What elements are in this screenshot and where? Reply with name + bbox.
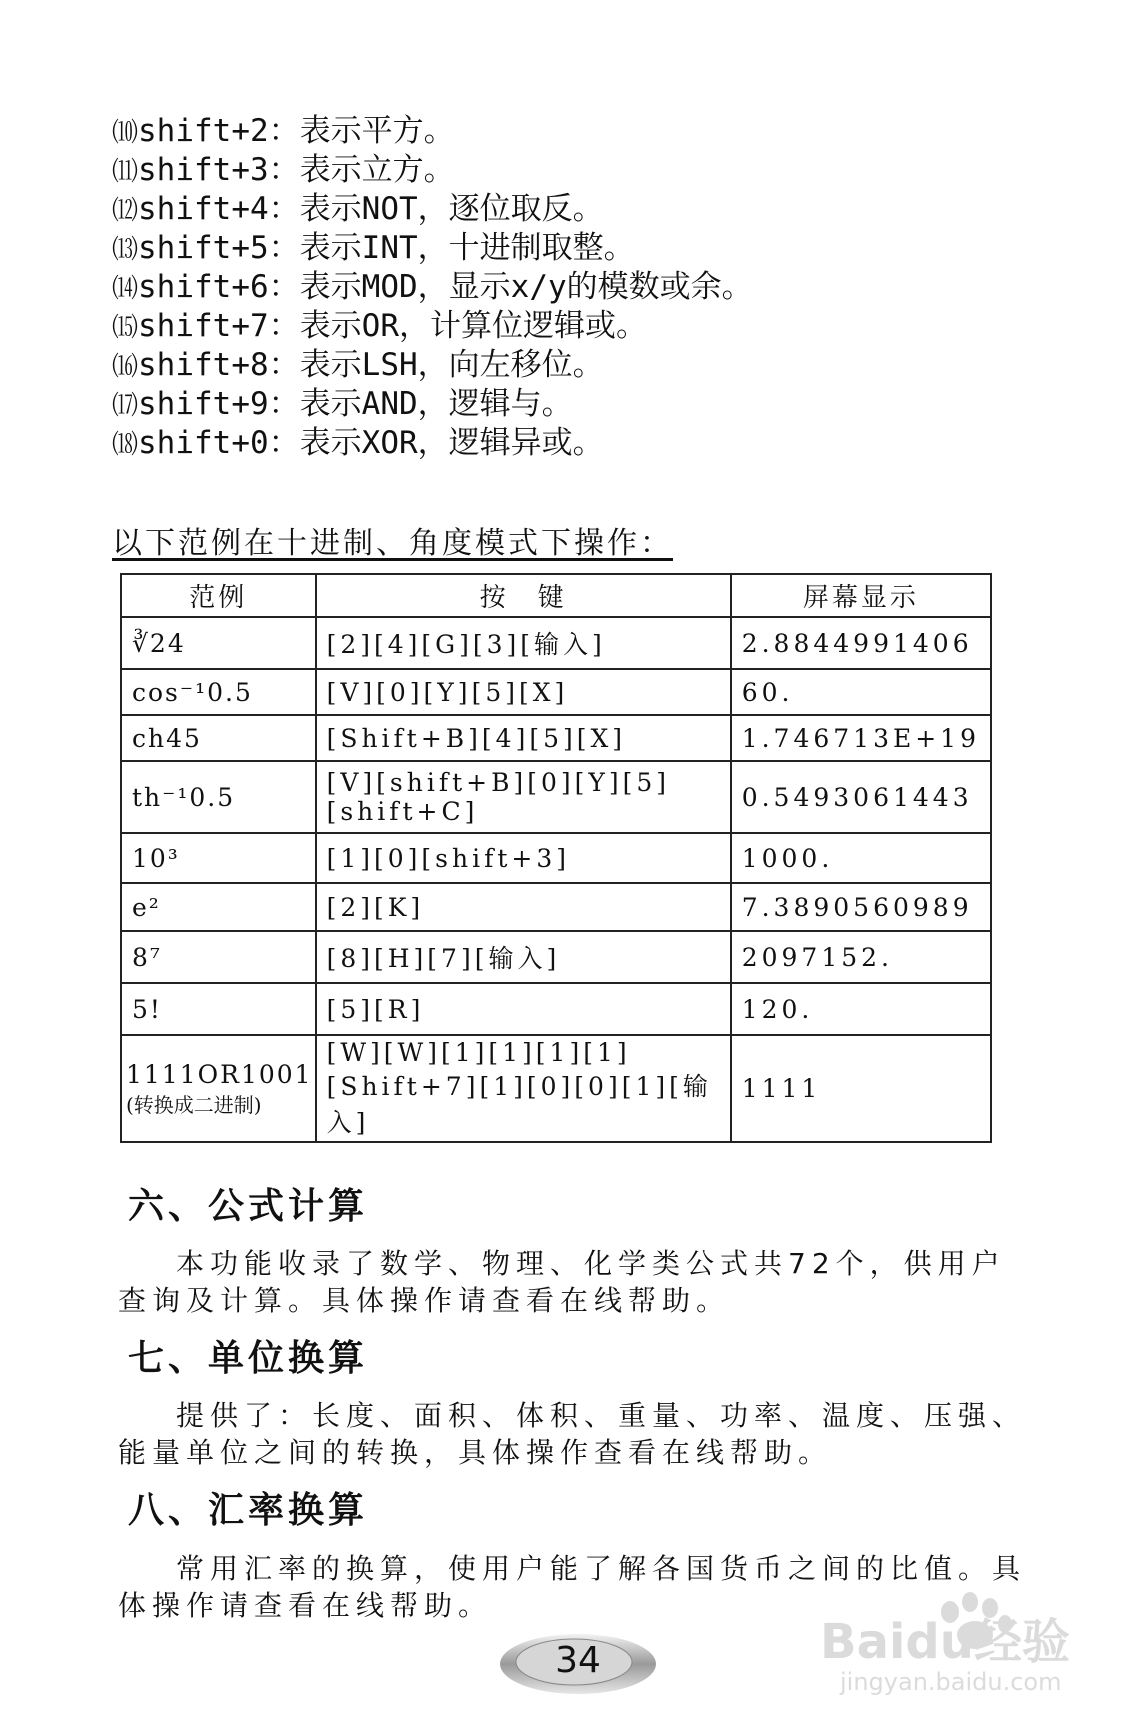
example-cell: e² — [121, 883, 316, 931]
display-cell: 2.8844991406 — [731, 617, 991, 669]
item-text: shift+6：表示MOD，显示x/y的模数或余。 — [138, 269, 753, 305]
display-cell: 1.746713E+19 — [731, 715, 991, 761]
display-cell: 120. — [731, 983, 991, 1035]
table-row — [121, 617, 991, 669]
item-number: ⒁ — [112, 274, 139, 304]
shift-line — [112, 424, 1012, 463]
shift-line — [112, 307, 1012, 346]
examples-table — [120, 573, 992, 1143]
section-heading-units: 七、单位换算 — [128, 1338, 369, 1379]
example-note: (转换成二进制) — [126, 1092, 262, 1117]
baidu-watermark — [810, 1580, 1110, 1700]
column-header-display: 屏幕显示 — [731, 574, 991, 617]
section-body-formula — [118, 1245, 1028, 1319]
shift-line — [112, 190, 1012, 229]
item-text: shift+0：表示XOR，逻辑异或。 — [138, 425, 604, 461]
display-cell: 0.5493061443 — [731, 761, 991, 833]
item-number: ⒅ — [112, 430, 139, 460]
display-cell: 7.3890560989 — [731, 883, 991, 931]
display-cell: 60. — [731, 669, 991, 715]
item-number: ⒃ — [112, 352, 139, 382]
table-row — [121, 761, 991, 833]
table-row — [121, 1035, 991, 1142]
example-cell: ∛24 — [121, 617, 316, 669]
shift-line — [112, 112, 1012, 151]
shift-line — [112, 385, 1012, 424]
page-number-badge — [498, 1626, 658, 1698]
item-number: ⑿ — [112, 196, 139, 226]
section-body-units — [118, 1397, 1028, 1471]
keys-cell: [V][shift+B][0][Y][5][shift+C] — [316, 761, 731, 833]
item-text: shift+7：表示OR，计算位逻辑或。 — [138, 308, 647, 344]
section-heading-formula: 六、公式计算 — [128, 1186, 369, 1227]
table-row — [121, 931, 991, 983]
paragraph-text: 提供了：长度、面积、体积、重量、功率、温度、压强、能量单位之间的转换，具体操作查看在线帮助。 — [118, 1399, 1027, 1469]
table-header-row — [121, 574, 991, 617]
item-number: ⒀ — [112, 235, 139, 265]
item-text: shift+4：表示NOT，逐位取反。 — [138, 191, 604, 227]
paragraph-text: 常用汇率的换算，使用户能了解各国货币之间的比值。具体操作请查看在线帮助。 — [118, 1552, 1027, 1622]
keys-cell: [1][0][shift+3] — [316, 833, 731, 883]
section-heading-exchange: 八、汇率换算 — [128, 1490, 369, 1531]
display-cell: 2097152. — [731, 931, 991, 983]
baidu-paw-logo-icon — [810, 1580, 1110, 1700]
item-number: ⒂ — [112, 313, 139, 343]
paragraph-text: 本功能收录了数学、物理、化学类公式共72个，供用户查询及计算。具体操作请查看在线帮助。 — [118, 1247, 1006, 1317]
keys-cell: [2][4][G][3][输入] — [316, 617, 731, 669]
example-cell: th⁻¹0.5 — [121, 761, 316, 833]
table-row — [121, 715, 991, 761]
table-row — [121, 833, 991, 883]
item-text: shift+5：表示INT，十进制取整。 — [138, 230, 635, 266]
keys-cell: [Shift+B][4][5][X] — [316, 715, 731, 761]
keys-cell: [5][R] — [316, 983, 731, 1035]
shift-line — [112, 229, 1012, 268]
examples-intro: 以下范例在十进制、角度模式下操作： — [112, 526, 673, 561]
table-row — [121, 883, 991, 931]
watermark-url: jingyan.baidu.com — [840, 1668, 1062, 1696]
column-header-keys: 按 键 — [316, 574, 731, 617]
example-main: 1111OR1001 — [126, 1059, 313, 1089]
example-cell — [121, 1035, 316, 1142]
item-number: ⒄ — [112, 391, 139, 421]
example-cell: 10³ — [121, 833, 316, 883]
shift-line — [112, 268, 1012, 307]
item-number: ⑾ — [112, 157, 139, 187]
item-text: shift+2：表示平方。 — [138, 113, 455, 149]
example-cell: cos⁻¹0.5 — [121, 669, 316, 715]
item-text: shift+8：表示LSH，向左移位。 — [138, 347, 604, 383]
keys-cell: [W][W][1][1][1][1][Shift+7][1][0][0][1][输入] — [316, 1035, 731, 1142]
shift-line — [112, 346, 1012, 385]
display-cell: 1000. — [731, 833, 991, 883]
shift-line — [112, 151, 1012, 190]
keys-cell: [8][H][7][输入] — [316, 931, 731, 983]
shift-key-list — [112, 112, 1012, 463]
column-header-example: 范例 — [121, 574, 316, 617]
display-cell: 1111 — [731, 1035, 991, 1142]
page-number: 34 — [555, 1640, 601, 1681]
keys-cell: [2][K] — [316, 883, 731, 931]
item-number: ⑽ — [112, 118, 139, 148]
table-row — [121, 669, 991, 715]
item-text: shift+3：表示立方。 — [138, 152, 455, 188]
watermark-brand: Baidu经验 — [820, 1614, 1070, 1670]
keys-cell: [V][0][Y][5][X] — [316, 669, 731, 715]
item-text: shift+9：表示AND，逻辑与。 — [138, 386, 573, 422]
table-row — [121, 983, 991, 1035]
example-cell: 5! — [121, 983, 316, 1035]
example-cell: ch45 — [121, 715, 316, 761]
example-cell: 8⁷ — [121, 931, 316, 983]
